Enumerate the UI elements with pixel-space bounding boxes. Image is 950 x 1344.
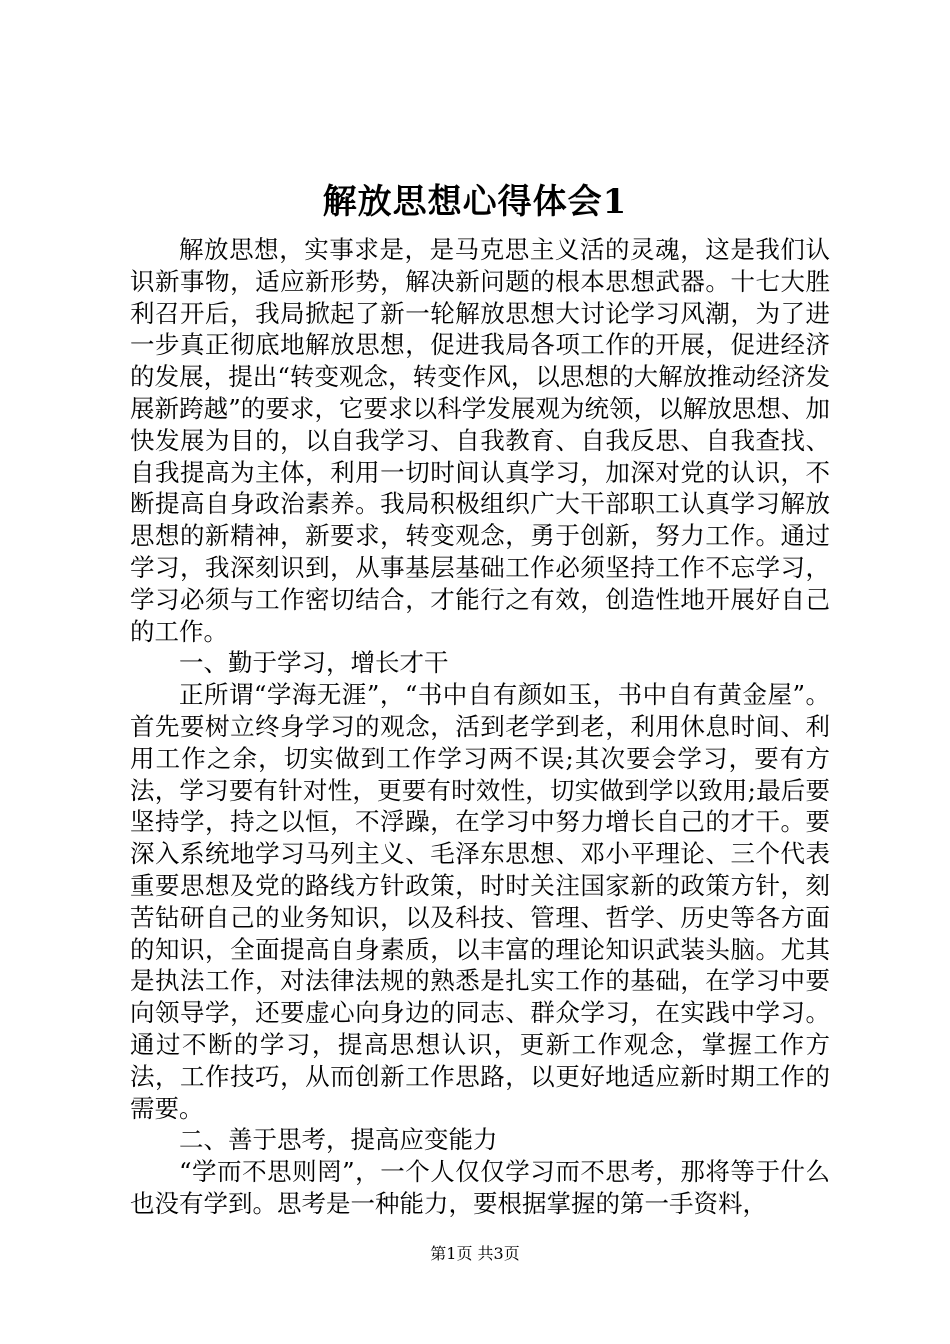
section-heading-2: 二、善于思考，提高应变能力 — [179, 1125, 498, 1155]
section-heading-1: 一、勤于学习，增长才干 — [179, 648, 449, 678]
paragraph-section-1: 正所谓“学海无涯”，“书中自有颜如玉，书中自有黄金屋”。首先要树立终身学习的观念，活到老学到老，利用休息时间、利用工作之余，切实做到工作学习两不误;其次要会学习，要有方法，学习要有针对性，更要有时效性，切实做到学以致用;最后要坚持学，持之以恒，不浮躁，在学习中努力增长自己的才干。要深入系统地学习马列主义、毛泽东思想、邓小平理论、三个代表重要思想及党的路线方针政策，时时关注国家新的政策方针，刻苦钻研自己的业务知识，以及科技、管理、哲学、历史等各方面的知识，全面提高自身素质，以丰富的理论知识武装头脑。尤其是执法工作，对法律法规的熟悉是扎实工作的基础，在学习中要向领导学，还要虚心向身边的同志、群众学习，在实践中学习。通过不断的学习，提高思想认识，更新工作观念，掌握工作方法，工作技巧，从而创新工作思路，以更好地适应新时期工作的需要。 — [130, 680, 830, 1123]
document-body — [130, 234, 830, 1220]
paragraph-intro: 解放思想，实事求是，是马克思主义活的灵魂，这是我们认识新事物，适应新形势，解决新问题的根本思想武器。十七大胜利召开后，我局掀起了新一轮解放思想大讨论学习风潮，为了进一步真正彻底地解放思想，促进我局各项工作的开展，促进经济的发展，提出“转变观念，转变作风，以思想的大解放推动经济发展新跨越”的要求，它要求以科学发展观为统领，以解放思想、加快发展为目的，以自我学习、自我教育、自我反思、自我查找、自我提高为主体，利用一切时间认真学习，加深对党的认识，不断提高自身政治素养。我局积极组织广大干部职工认真学习解放思想的新精神，新要求，转变观念，勇于创新，努力工作。通过学习，我深刻识到，从事基层基础工作必须坚持工作不忘学习，学习必须与工作密切结合，才能行之有效，创造性地开展好自己的工作。 — [130, 235, 830, 646]
paragraph-section-2: “学而不思则罔”，一个人仅仅学习而不思考，那将等于什么也没有学到。思考是一种能力，要根据掌握的第一手资料， — [130, 1157, 830, 1218]
document-title: 解放思想心得体会1 — [322, 182, 628, 222]
page-footer: 第1页 共3页 — [430, 1244, 520, 1263]
